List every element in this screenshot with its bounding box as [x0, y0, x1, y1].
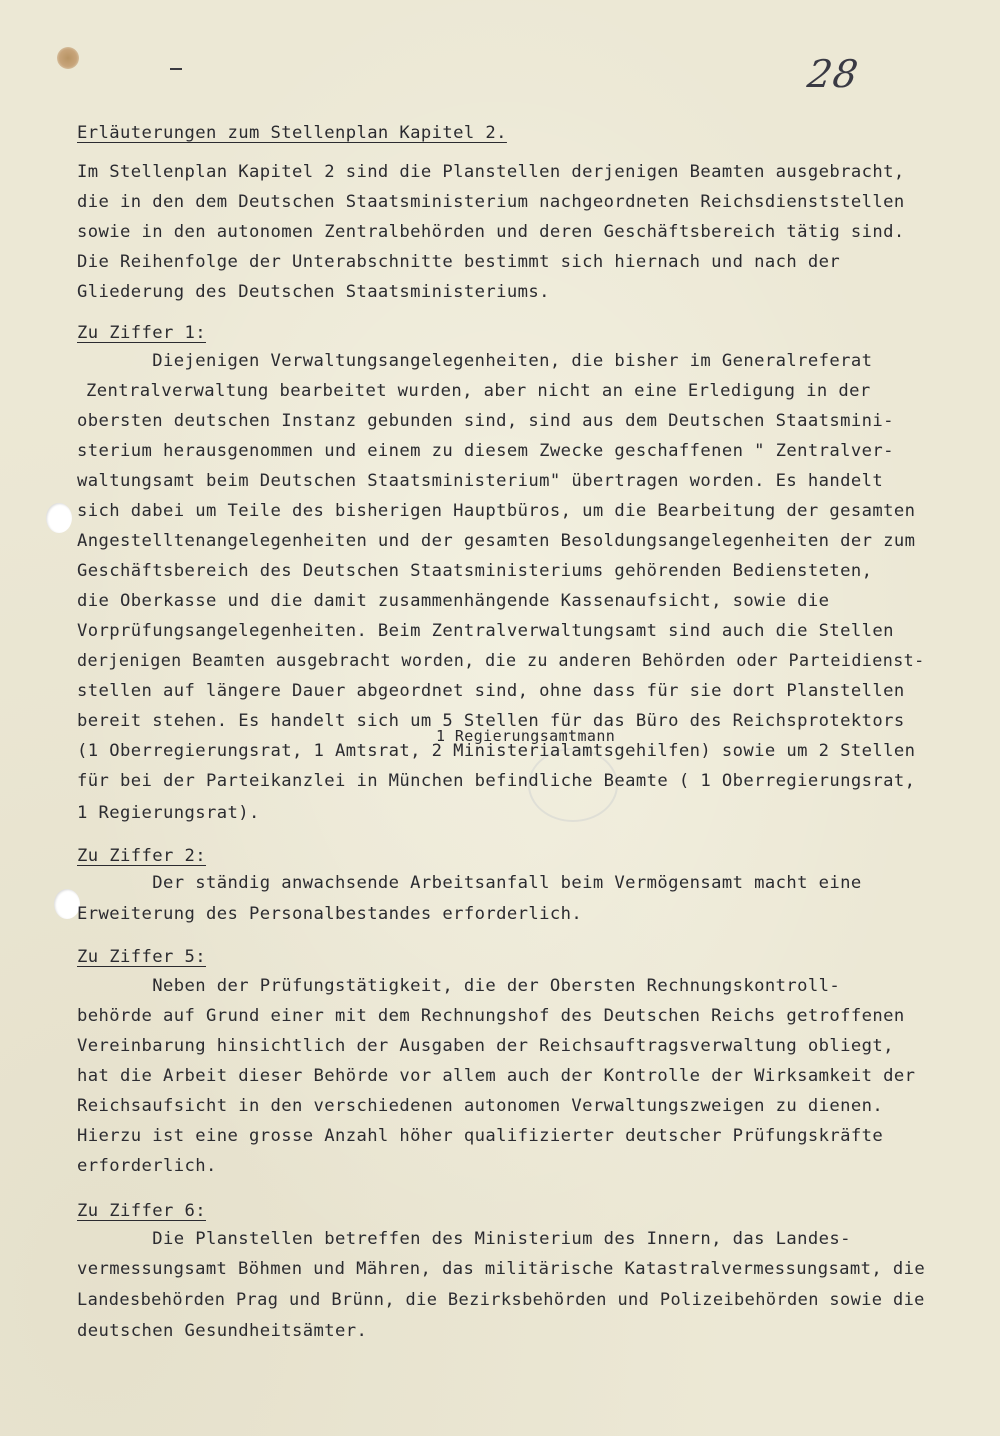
intro-line: Gliederung des Deutschen Staatsministeriums. — [77, 282, 550, 302]
section-heading-ziffer-5: Zu Ziffer 5: — [77, 947, 206, 967]
section-5-line: Neben der Prüfungstätigkeit, die der Obersten Rechnungskontroll- — [77, 976, 841, 996]
interlinear-insertion: 1 Regierungsamtmann — [436, 727, 616, 745]
section-2-line: Erweiterung des Personalbestandes erforderlich. — [77, 904, 583, 924]
section-5-line: behörde auf Grund einer mit dem Rechnungshof des Deutschen Reichs getroffenen — [77, 1006, 905, 1026]
section-1-line: derjenigen Beamten ausgebracht worden, die zu anderen Behörden oder Parteidienst- — [77, 651, 925, 671]
section-heading-ziffer-2: Zu Ziffer 2: — [77, 846, 206, 866]
section-1-line: waltungsamt beim Deutschen Staatsministerium" übertragen worden. Es handelt — [77, 471, 884, 491]
section-1-line: Vorprüfungsangelegenheiten. Beim Zentralverwaltungsamt sind auch die Stellen — [77, 621, 894, 641]
intro-line: Im Stellenplan Kapitel 2 sind die Planstellen derjenigen Beamten ausgebracht, — [77, 162, 905, 182]
section-6-line: deutschen Gesundheitsämter. — [77, 1321, 368, 1341]
section-1-line: (1 Oberregierungsrat, 1 Amtsrat, 2 Ministerialamtsgehilfen) sowie um 2 Stellen — [77, 741, 916, 761]
section-5-line: Vereinbarung hinsichtlich der Ausgaben der Reichsauftragsverwaltung obliegt, — [77, 1036, 894, 1056]
section-1-line: 1 Regierungsrat). — [77, 803, 260, 823]
paper-stain — [57, 47, 79, 69]
section-heading-ziffer-6: Zu Ziffer 6: — [77, 1201, 206, 1221]
section-1-line: Diejenigen Verwaltungsangelegenheiten, die bisher im Generalreferat — [77, 351, 873, 371]
intro-line: die in den dem Deutschen Staatsministerium nachgeordneten Reichsdienststellen — [77, 192, 905, 212]
section-1-line: Angestelltenangelegenheiten und der gesamten Besoldungsangelegenheiten der zum — [77, 531, 916, 551]
section-1-line: für bei der Parteikanzlei in München befindliche Beamte ( 1 Oberregierungsrat, — [77, 771, 916, 791]
section-1-line: sich dabei um Teile des bisherigen Hauptbüros, um die Bearbeitung der gesamten — [77, 501, 916, 521]
section-1-line: obersten deutschen Instanz gebunden sind, sind aus dem Deutschen Staatsmini- — [77, 411, 894, 431]
section-6-line: Die Planstellen betreffen des Ministerium des Innern, das Landes- — [77, 1229, 851, 1249]
section-2-line: Der ständig anwachsende Arbeitsanfall beim Vermögensamt macht eine — [77, 873, 862, 893]
section-6-line: Landesbehörden Prag und Brünn, die Bezirksbehörden und Polizeibehörden sowie die — [77, 1290, 925, 1310]
section-1-line: Zentralverwaltung bearbeitet wurden, aber nicht an eine Erledigung in der — [86, 381, 871, 401]
section-1-line: die Oberkasse und die damit zusammenhängende Kassenaufsicht, sowie die — [77, 591, 830, 611]
punch-hole-upper — [46, 503, 72, 533]
section-1-line: sterium herausgenommen und einem zu diesem Zwecke geschaffenen " Zentralver- — [77, 441, 894, 461]
section-6-line: vermessungsamt Böhmen und Mähren, das militärische Katastralvermessungsamt, die — [77, 1259, 926, 1279]
section-1-line: bereit stehen. Es handelt sich um 5 Stellen für das Büro des Reichsprotektors — [77, 711, 905, 731]
section-1-line: stellen auf längere Dauer abgeordnet sind, ohne dass für sie dort Planstellen — [77, 681, 905, 701]
intro-line: Die Reihenfolge der Unterabschnitte bestimmt sich hiernach und nach der — [77, 252, 841, 272]
section-5-line: hat die Arbeit dieser Behörde vor allem auch der Kontrolle der Wirksamkeit der — [77, 1066, 916, 1086]
section-5-line: Reichsaufsicht in den verschiedenen autonomen Verwaltungszweigen zu dienen. — [77, 1096, 884, 1116]
pencil-dash-mark — [170, 68, 182, 70]
section-heading-ziffer-1: Zu Ziffer 1: — [77, 323, 206, 343]
section-5-line: Hierzu ist eine grosse Anzahl höher qualifizierter deutscher Prüfungskräfte — [77, 1126, 884, 1146]
section-5-line: erforderlich. — [77, 1156, 217, 1176]
document-title: Erläuterungen zum Stellenplan Kapitel 2. — [77, 123, 507, 143]
intro-line: sowie in den autonomen Zentralbehörden und deren Geschäftsbereich tätig sind. — [77, 222, 905, 242]
page-number: 28 — [804, 52, 862, 96]
section-1-line: Geschäftsbereich des Deutschen Staatsministeriums gehörenden Bediensteten, — [77, 561, 873, 581]
